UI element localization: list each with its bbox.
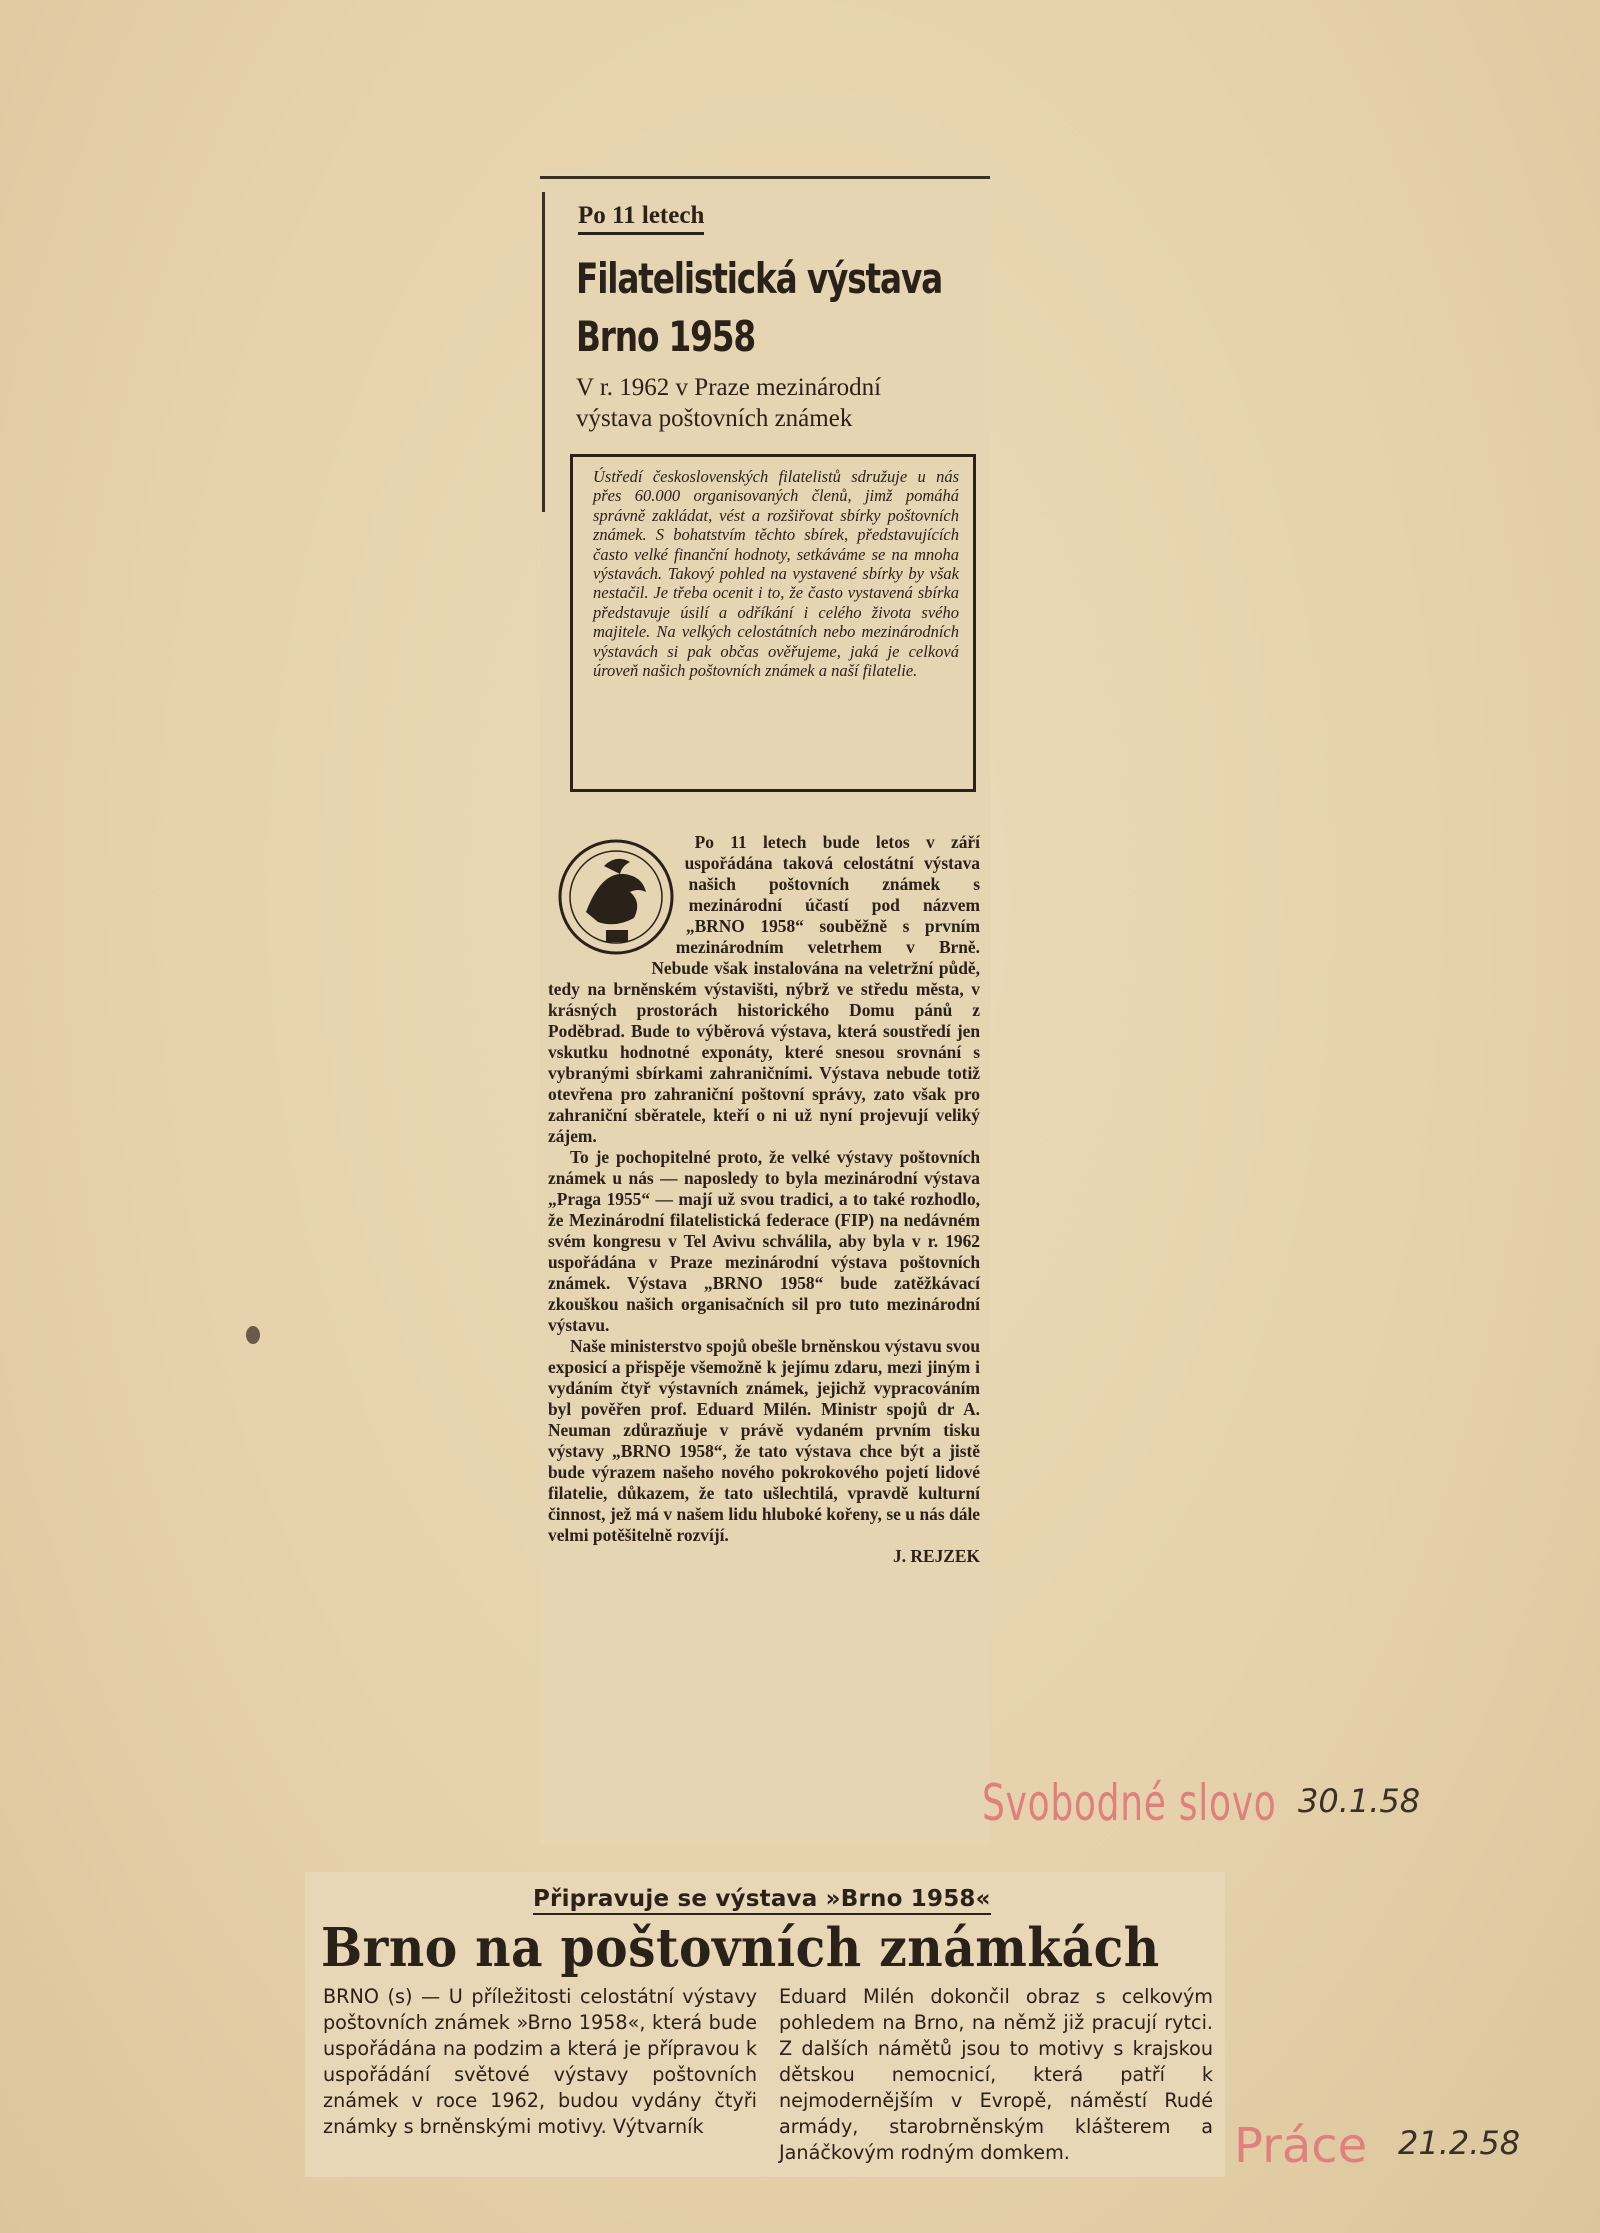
source-stamp-1: Svobodné slovo [982,1774,1277,1832]
paragraph-3-text: Naše ministerstvo spojů obešle brněnskou výstavu svou exposicí a přispěje všemožně k jejímu zdaru, mezi jiným i vydáním čtyř výstavních známek, jejichž vypracováním byl pověřen prof. Eduard Milén. Ministr spojů dr A. Neuman zdůrazňuje v právě vydaném prvním tisku výstavy „BRNO 1958“, že tato výstava chce být a jistě bude výrazem našeho nového pokrokového pojetí lidové filatelie, důkazem, že tato ušlechtilá, vpravdě kulturní činnost, jež má v našem lidu hluboké kořeny, se u nás dále velmi potěšitelně rozvíjí. [548,1336,980,1545]
kicker-2: Připravuje se výstava »Brno 1958« [533,1886,991,1915]
punch-hole [246,1326,260,1344]
newspaper-clipping-1 [540,172,990,1844]
subheadline [576,372,996,434]
left-rule [542,192,545,512]
intro-box [570,454,976,792]
column-2: Eduard Milén dokončil obraz s celkovým pohledem na Brno, na němž již pracují rytci. Z dalších námětů jsou to motivy s krajskou dětskou nemocnicí, která patří k nejmodernějším v Evropě, náměstí Rudé armády, starobrněnským klášterem a Janáčkovým rodným domkem. [779,1985,1213,2164]
subhead-line-2: výstava poštovních známek [576,405,853,432]
paragraph-2: To je pochopitelné proto, že velké výstavy poštovních známek u nás — naposledy to byla mezinárodní výstava „Praga 1955“ — mají už svou tradici, a to také rozhodlo, že Mezinárodní filatelistická federace (FIP) na nedávném svém kongresu v Tel Avivu schválila, aby byla v r. 1962 uspořádána v Praze mezinárodní výstava poštovních známek. Výstava „BRNO 1958“ bude zatěžkávací zkouškou našich organisačních sil pro tuto mezinárodní výstavu. [548,1147,980,1335]
subhead-line-1: V r. 1962 v Praze mezinárodní [576,374,882,401]
headline-line-1: Filatelistická výstava [576,254,943,303]
column-1: BRNO (s) — U příležitosti celostátní výstavy poštovních známek »Brno 1958«, která bude uspořádána na podzim a která je přípravou k uspořádání světové výstavy poštovních známek v roce 1962, budou vydány čtyři známky s brněnskými motivy. Výtvarník [323,1985,757,2138]
newspaper-clipping-2 [305,1872,1225,2177]
article-body [548,832,980,1567]
author: J. REJZEK [893,1546,980,1566]
paragraph-1 [548,832,980,1147]
headline-line-2: Brno 1958 [576,312,756,361]
paragraph-1-text: Po 11 letech bude letos v září uspořádána taková celostátní výstava našich poštovních známek s mezinárodní účastí pod názvem „BRNO 1958“ souběžně s prvním mezinárodním veletrhem v Brně. Nebude však instalována na veletržní půdě, tedy na brněnském výstavišti, nýbrž ve středu města, v krásných prostorách historického Domu pánů z Poděbrad. Bude to výběrová výstava, která soustředí jen vskutku hodnotné exponáty, které snesou srovnání s vybranými sbírkami zahraničními. Výstava nebude totiž otevřena pro zahraniční poštovní správy, zato však pro zahraniční sběratele, kteří o ni už nyní projevují veliký zájem. [548,832,980,1146]
handwritten-date-1: 30.1.58 [1298,1782,1421,1820]
source-stamp-2: Práce [1234,2118,1368,2174]
intro-text: Ústředí československých filatelistů sdružuje u nás přes 60.000 organisovaných členů, jimž pomáhá správně zakládat, vést a rozšiřovat sbírky poštovních známek. S bohatstvím těchto sbírek, představujících často velké finanční hodnoty, setkáváme se na mnoha výstavách. Takový pohled na vystavené sbírky by však nestačil. Je třeba ocenit i to, že často vystavená sbírka představuje úsilí a odříkání i celého života svého majitele. Na velkých celostátních nebo mezinárodních výstavách si pak občas ověřujeme, jaká je celková úroveň našich poštovních známek a naší filatelie. [593,467,959,681]
headline [576,250,982,366]
kicker: Po 11 letech [578,202,704,235]
headline-2: Brno na poštovních známkách [321,1917,1160,1979]
handwritten-date-2: 21.2.58 [1398,2124,1521,2162]
top-rule [540,176,990,179]
paragraph-3 [548,1336,980,1567]
article-columns [323,1984,1213,2166]
exhibition-emblem-icon [546,832,686,962]
signature-row [548,1546,980,1567]
